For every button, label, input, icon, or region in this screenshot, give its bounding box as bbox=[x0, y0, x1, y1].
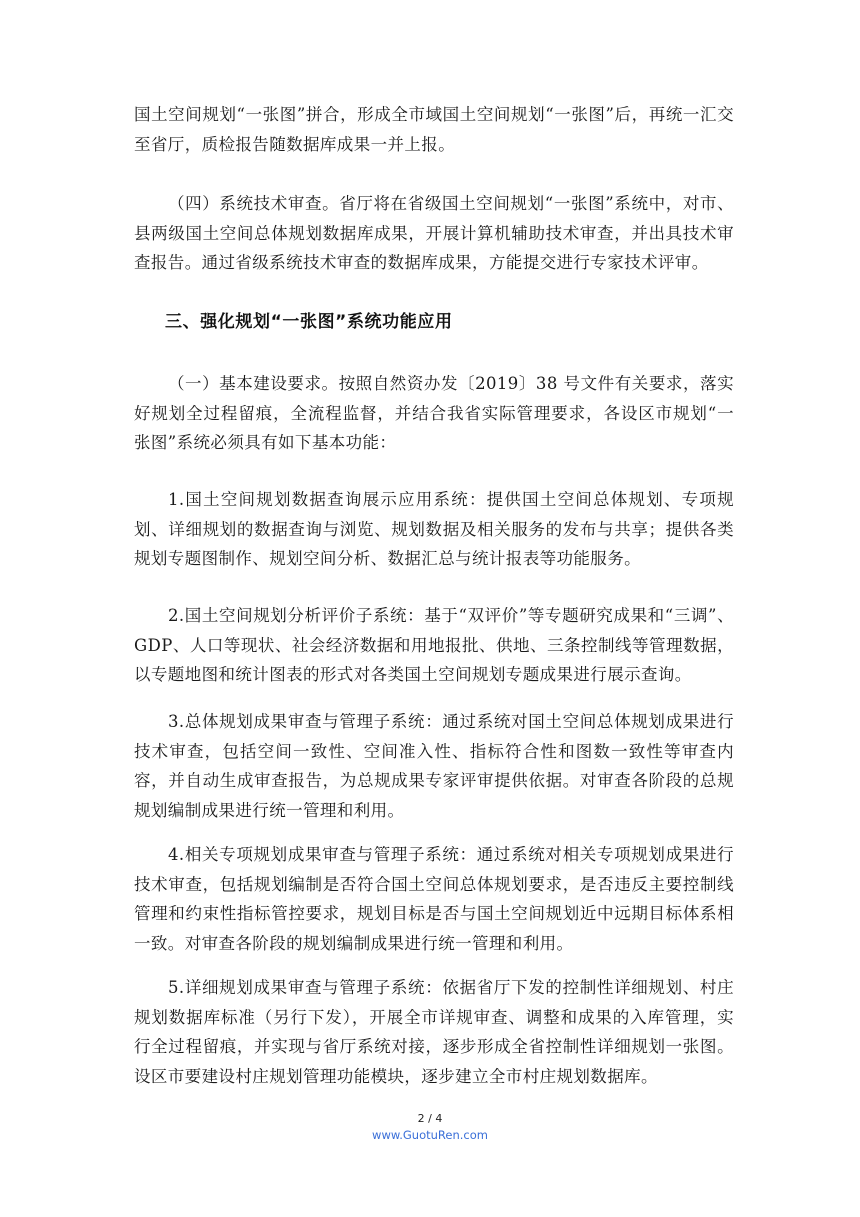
paragraph-basic-requirements: （一）基本建设要求。按照自然资办发〔2019〕38 号文件有关要求，落实好规划全过程留痕，全流程监督，并结合我省实际管理要求，各设区市规划“一张图”系统必须具有如下基本功能： bbox=[134, 374, 734, 452]
paragraph-continuation: 国土空间规划“一张图”拼合，形成全市域国土空间规划“一张图”后，再统一汇交至省厅，质检报告随数据库成果一并上报。 bbox=[134, 105, 734, 154]
paragraph-item-2: 2.国土空间规划分析评价子系统：基于“双评价”等专题研究成果和“三调”、GDP、人口等现状、社会经济数据和用地报批、供地、三条控制线等管理数据，以专题地图和统计图表的形式对各类国土空间规划专题成果进行展示查询。 bbox=[134, 606, 734, 684]
paragraph-item-1: 1.国土空间规划数据查询展示应用系统：提供国土空间总体规划、专项规划、详细规划的数据查询与浏览、规划数据及相关服务的发布与共享；提供各类规划专题图制作、规划空间分析、数据汇总与统计报表等功能服务。 bbox=[134, 490, 734, 568]
page-number: 2 / 4 bbox=[417, 1112, 443, 1125]
footer-website-link[interactable]: www.GuotuRen.com bbox=[372, 1128, 488, 1142]
paragraph-item-3: 3.总体规划成果审查与管理子系统：通过系统对国土空间总体规划成果进行技术审查，包括空间一致性、空间准入性、指标符合性和图数一致性等审查内容，并自动生成审查报告，为总规成果专家评审提供依据。对审查各阶段的总规规划编制成果进行统一管理和利用。 bbox=[134, 712, 734, 820]
section-heading-3: 三、强化规划“一张图”系统功能应用 bbox=[165, 312, 453, 332]
paragraph-item-4: 4.相关专项规划成果审查与管理子系统：通过系统对相关专项规划成果进行技术审查，包括规划编制是否符合国土空间总体规划要求，是否违反主要控制线管理和约束性指标管控要求，规划目标是否与国土空间规划近中远期目标体系相一致。对审查各阶段的规划编制成果进行统一管理和利用。 bbox=[134, 845, 734, 953]
paragraph-item-5: 5.详细规划成果审查与管理子系统：依据省厅下发的控制性详细规划、村庄规划数据库标准（另行下发），开展全市详规审查、调整和成果的入库管理，实行全过程留痕，并实现与省厅系统对接，逐步形成全省控制性详细规划一张图。设区市要建设村庄规划管理功能模块，逐步建立全市村庄规划数据库。 bbox=[134, 978, 734, 1086]
paragraph-system-technical-review: （四）系统技术审查。省厅将在省级国土空间规划“一张图”系统中，对市、县两级国土空间总体规划数据库成果，开展计算机辅助技术审查，并出具技术审查报告。通过省级系统技术审查的数据库成果，方能提交进行专家技术评审。 bbox=[134, 194, 734, 272]
